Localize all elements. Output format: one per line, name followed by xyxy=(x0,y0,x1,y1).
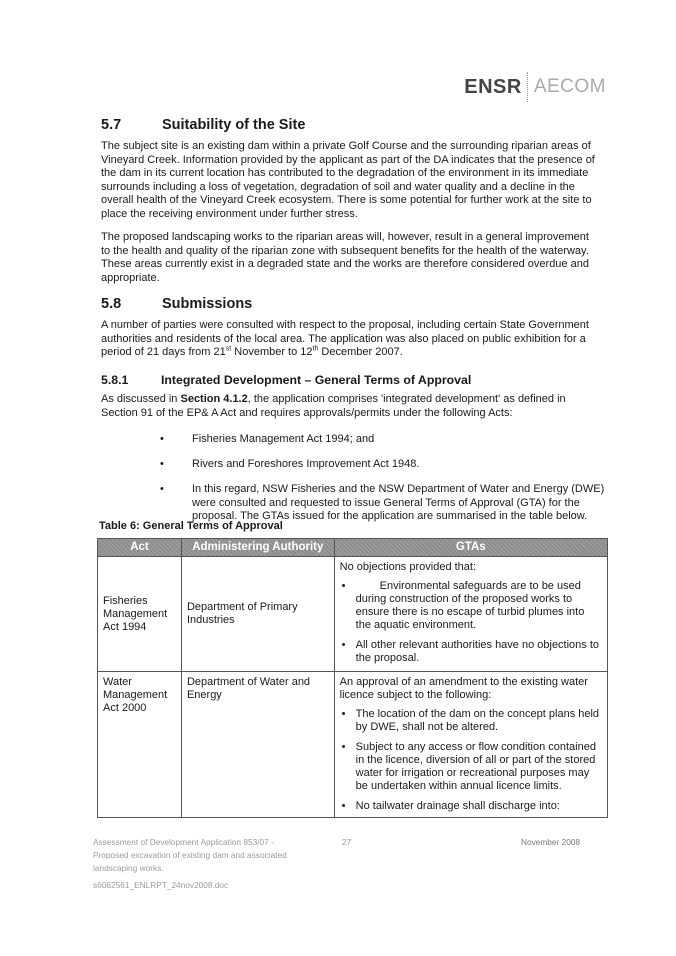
gta-condition-text: Environmental safeguards are to be used during construction of the proposed works to ensure there is no escape of turbid plumes into the aquatic environment. xyxy=(355,580,585,631)
footer-line: Assessment of Development Application 853/07 - xyxy=(93,837,274,847)
gta-intro: No objections provided that: xyxy=(339,561,477,573)
section-reference: Section 4.1.2 xyxy=(180,393,248,405)
cell-act: Water Management Act 2000 xyxy=(98,672,182,818)
paragraph-submissions xyxy=(101,319,601,360)
superscript: th xyxy=(312,345,319,353)
heading-5-7 xyxy=(101,117,305,133)
text-part: November to 12 xyxy=(231,346,313,359)
heading-number: 5.8.1 xyxy=(101,373,129,387)
logo-aecom: AECOM xyxy=(533,76,606,97)
bullet: • xyxy=(341,580,346,592)
heading-title: Integrated Development – General Terms of Approval xyxy=(161,373,472,387)
list-item xyxy=(160,483,615,523)
bullet: • xyxy=(341,800,346,812)
gta-intro: An approval of an amendment to the existing water licence subject to the following: xyxy=(339,676,588,701)
list-item xyxy=(160,433,615,446)
footer-filename: s6062561_ENLRPT_24nov2008.doc xyxy=(93,880,229,890)
gta-condition xyxy=(340,708,602,734)
heading-5-8-1 xyxy=(101,373,471,387)
heading-number: 5.7 xyxy=(101,117,122,133)
footer-page-number: 27 xyxy=(342,837,352,847)
bullet: • xyxy=(341,741,346,753)
table-caption: Table 6: General Terms of Approval xyxy=(99,520,283,532)
table-header-row xyxy=(98,539,608,557)
gta-condition-text: Subject to any access or flow condition contained in the licence, diversion of all or part of the stored water for irrigation or recreational purposes may be undertaken within annual licence limits. xyxy=(355,741,596,792)
cell-gtas xyxy=(334,557,607,672)
logo-ensr: ENSR xyxy=(464,75,522,98)
text-part: A number of parties were consulted with respect to the proposal, including certain State Government authorities and residents of the local area. The application was also placed on public exhibition for a period of 21 days from 21 xyxy=(101,319,589,359)
footer-line: landscaping works. xyxy=(93,863,164,873)
header-authority: Administering Authority xyxy=(181,539,334,557)
header-gtas: GTAs xyxy=(334,539,607,557)
bullet: • xyxy=(160,433,164,445)
gta-condition-text: No tailwater drainage shall discharge into: xyxy=(355,800,560,812)
bullet: • xyxy=(341,639,346,651)
gta-condition xyxy=(340,800,602,813)
heading-title: Suitability of the Site xyxy=(162,117,306,133)
header-act: Act xyxy=(98,539,182,557)
company-logo xyxy=(464,72,606,102)
list-item xyxy=(160,458,615,471)
gta-condition xyxy=(340,639,602,665)
footer-line: Proposed excavation of existing dam and associated xyxy=(93,850,287,860)
gta-condition xyxy=(340,741,602,793)
list-item-text: Rivers and Foreshores Improvement Act 1948. xyxy=(192,458,420,471)
gta-condition-text: The location of the dam on the concept plans held by DWE, shall not be altered. xyxy=(355,708,600,733)
text-part: December 2007. xyxy=(318,346,403,359)
bullet: • xyxy=(160,458,164,471)
paragraph-site-2: The proposed landscaping works to the riparian areas will, however, result in a general improvement to the health and quality of the riparian zone with subsequent benefits for the health of the waterway. These areas currently exist in a degraded state and the works are therefore considered overdue and appropriate. xyxy=(101,231,589,284)
table-row xyxy=(98,557,608,672)
list-item-text: In this regard, NSW Fisheries and the NSW Department of Water and Energy (DWE) were consulted and requested to issue General Terms of Approval (GTA) for the proposal. The GTAs issued for the application are summarised in the table below. xyxy=(192,483,605,522)
paragraph-site-1: The subject site is an existing dam within a private Golf Course and the surrounding riparian areas of Vineyard Creek. Information provided by the applicant as part of the DA indicates that the presence of the dam in its current location has contributed to the degradation of the environment in its immediate surrounds including a loss of vegetation, degradation of soil and water quality and a decline in the overall health of the Vineyard Creek ecosystem. There is some potential for further work at the site to place the receiving environment under further stress. xyxy=(101,140,595,220)
heading-5-8 xyxy=(101,296,252,312)
logo-separator xyxy=(527,72,529,102)
footer-date: November 2008 xyxy=(521,837,581,847)
cell-authority: Department of Water and Energy xyxy=(181,672,334,818)
gta-condition xyxy=(340,580,602,632)
cell-authority: Department of Primary Industries xyxy=(181,557,334,672)
superscript: st xyxy=(225,345,232,353)
acts-list xyxy=(160,433,615,523)
list-item-text: Fisheries Management Act 1994; and xyxy=(192,433,375,445)
cell-act: Fisheries Management Act 1994 xyxy=(98,557,182,672)
gta-table xyxy=(97,538,608,818)
heading-number: 5.8 xyxy=(101,296,122,312)
gta-condition-text: All other relevant authorities have no objections to the proposal. xyxy=(355,639,600,664)
footer-document-info xyxy=(93,836,287,892)
cell-gtas xyxy=(334,672,607,818)
bullet: • xyxy=(160,483,164,496)
text-part: As discussed in xyxy=(101,393,181,405)
bullet: • xyxy=(341,708,346,720)
heading-title: Submissions xyxy=(162,296,253,312)
text-part: , the application comprises 'integrated development' as defined in Section 91 of the EP& A Act and requires approvals/permits under the following Acts: xyxy=(101,393,566,419)
table-row xyxy=(98,672,608,818)
paragraph-integrated xyxy=(101,393,601,420)
